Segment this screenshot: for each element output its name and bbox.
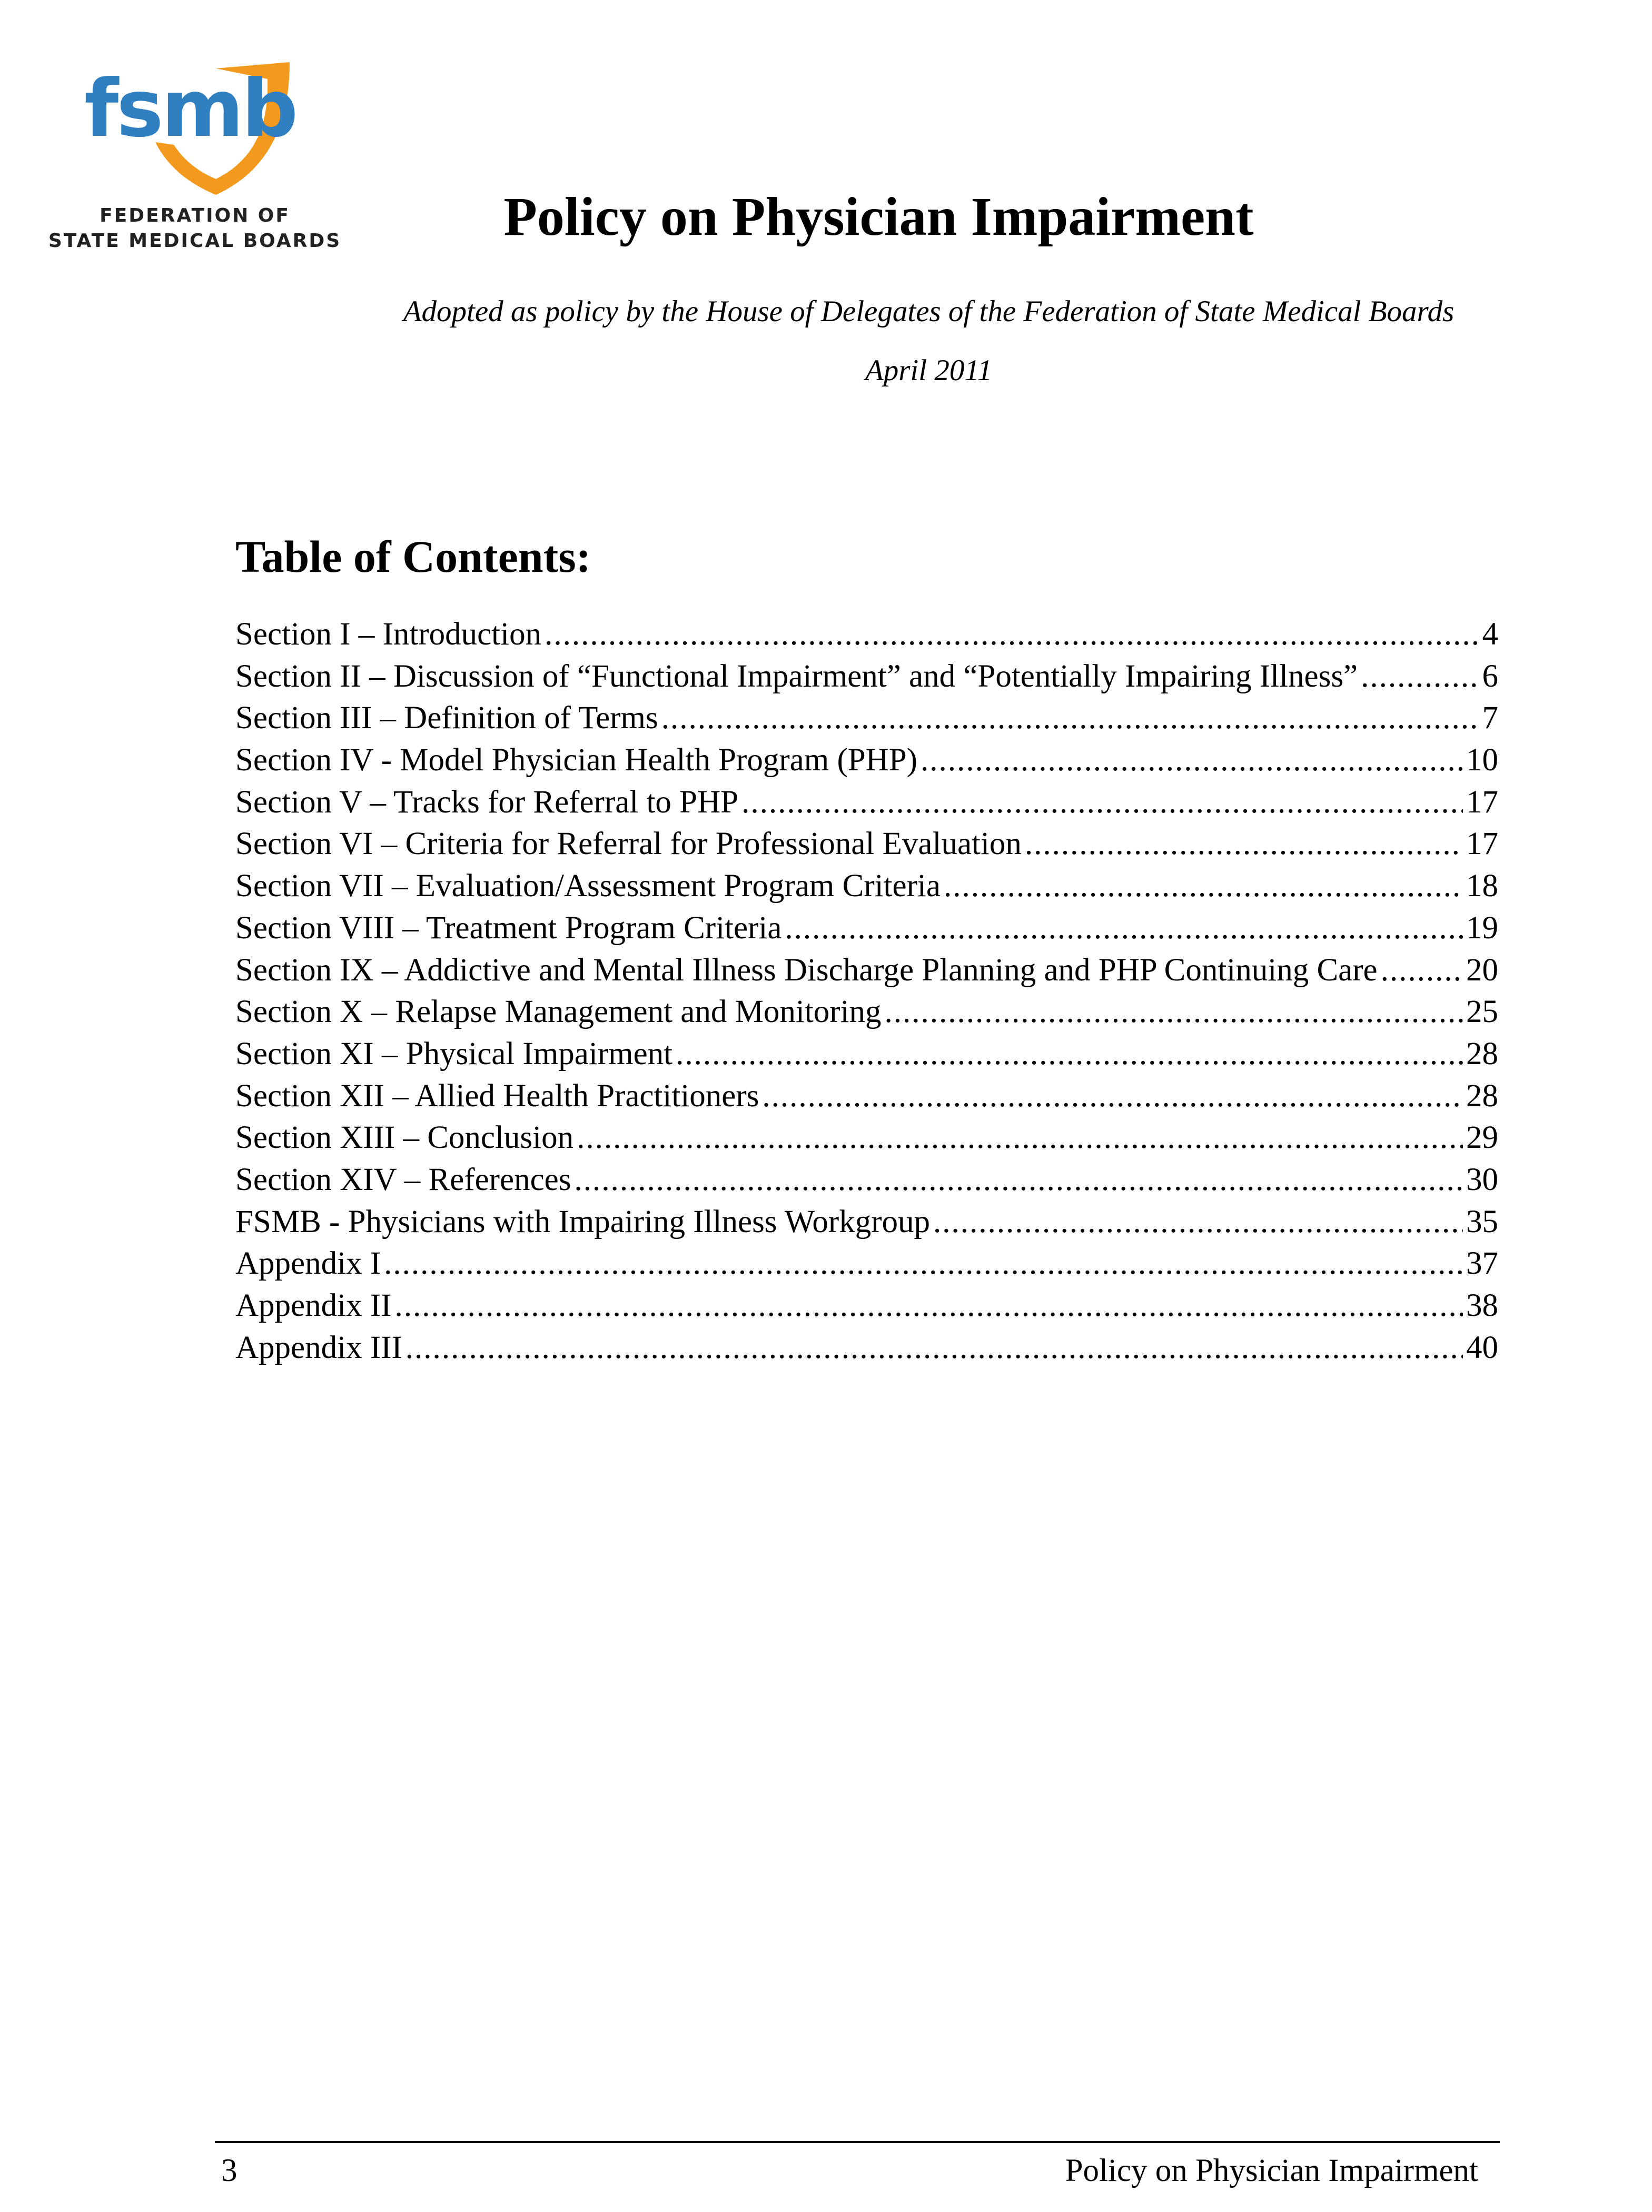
toc-entry[interactable] (235, 1285, 1498, 1327)
logo-caption-line2: STATE MEDICAL BOARDS (48, 230, 342, 252)
toc-entry[interactable] (235, 1075, 1498, 1117)
toc-entry[interactable] (235, 907, 1498, 949)
toc-entry-title: Section VI – Criteria for Referral for Professional Evaluation (235, 826, 1022, 862)
toc-leader (944, 865, 1463, 907)
toc-leader (1025, 823, 1463, 865)
toc-leader (545, 613, 1479, 656)
toc-leader (921, 739, 1463, 781)
toc-entry-page: 37 (1466, 1246, 1498, 1282)
toc-entry-page: 19 (1466, 910, 1498, 946)
toc-heading: Table of Contents: (235, 531, 591, 582)
toc-entry-title: Section XII – Allied Health Practitioners (235, 1078, 759, 1114)
toc-entry[interactable] (235, 781, 1498, 824)
toc-leader (405, 1327, 1463, 1369)
toc-entry-title: Section V – Tracks for Referral to PHP (235, 784, 739, 820)
toc-leader (577, 1117, 1463, 1159)
toc-entry[interactable] (235, 1033, 1498, 1075)
toc-entry-page: 17 (1466, 784, 1498, 820)
toc-entry-title: Section XIII – Conclusion (235, 1120, 574, 1156)
toc-leader (1361, 656, 1479, 698)
toc-entry-title: Section III – Definition of Terms (235, 700, 658, 736)
toc-entry-page: 35 (1466, 1204, 1498, 1239)
toc-entry-page: 29 (1466, 1120, 1498, 1156)
toc-leader (885, 991, 1463, 1033)
table-of-contents (235, 613, 1498, 1368)
toc-leader (785, 907, 1463, 949)
toc-entry[interactable] (235, 991, 1498, 1033)
toc-entry-page: 4 (1482, 617, 1498, 652)
toc-entry-title: Section XI – Physical Impairment (235, 1036, 673, 1072)
toc-entry[interactable] (235, 613, 1498, 656)
logo-caption-line1: FEDERATION OF (100, 205, 290, 226)
toc-entry-title: Section I – Introduction (235, 617, 542, 652)
toc-entry[interactable] (235, 865, 1498, 907)
toc-entry-page: 10 (1466, 742, 1498, 778)
toc-entry-title: Appendix II (235, 1288, 392, 1323)
toc-leader (741, 781, 1463, 824)
toc-entry[interactable] (235, 1117, 1498, 1159)
toc-entry[interactable] (235, 949, 1498, 991)
toc-leader (762, 1075, 1463, 1117)
toc-leader (1381, 949, 1463, 991)
toc-entry-page: 25 (1466, 994, 1498, 1030)
toc-entry-page: 30 (1466, 1162, 1498, 1197)
toc-entry-page: 18 (1466, 868, 1498, 904)
toc-entry-page: 7 (1482, 700, 1498, 736)
toc-entry[interactable] (235, 1201, 1498, 1243)
adoption-date: April 2011 (865, 354, 993, 387)
toc-entry-title: Section II – Discussion of “Functional Impairment” and “Potentially Impairing Illness” (235, 658, 1358, 694)
toc-entry-page: 40 (1466, 1330, 1498, 1365)
toc-entry[interactable] (235, 656, 1498, 698)
toc-leader (394, 1285, 1463, 1327)
toc-entry-title: FSMB - Physicians with Impairing Illness Workgroup (235, 1204, 931, 1239)
toc-leader (676, 1033, 1463, 1075)
toc-leader (574, 1159, 1463, 1201)
toc-entry-title: Section VII – Evaluation/Assessment Program Criteria (235, 868, 941, 904)
toc-leader (933, 1201, 1463, 1243)
toc-entry[interactable] (235, 1243, 1498, 1285)
toc-entry[interactable] (235, 823, 1498, 865)
toc-entry-title: Section IX – Addictive and Mental Illness Discharge Planning and PHP Continuing Care (235, 952, 1378, 988)
toc-entry-title: Section VIII – Treatment Program Criteria (235, 910, 782, 946)
toc-leader (384, 1243, 1463, 1285)
toc-entry-page: 38 (1466, 1288, 1498, 1323)
toc-entry[interactable] (235, 1327, 1498, 1369)
toc-entry[interactable] (235, 739, 1498, 781)
footer-page-number: 3 (221, 2153, 238, 2188)
adoption-note: Adopted as policy by the House of Delegates of the Federation of State Medical Boards (403, 295, 1455, 328)
logo-wordmark: fsmb (84, 63, 296, 155)
toc-entry-title: Section IV - Model Physician Health Program (PHP) (235, 742, 917, 778)
toc-entry[interactable] (235, 697, 1498, 739)
toc-entry-page: 6 (1482, 658, 1498, 694)
toc-entry[interactable] (235, 1159, 1498, 1201)
toc-entry-title: Appendix I (235, 1246, 381, 1282)
toc-entry-page: 17 (1466, 826, 1498, 862)
footer-title: Policy on Physician Impairment (1065, 2153, 1478, 2188)
footer-divider (215, 2141, 1500, 2143)
toc-entry-page: 28 (1466, 1078, 1498, 1114)
toc-entry-title: Section XIV – References (235, 1162, 571, 1197)
toc-entry-title: Section X – Relapse Management and Monitoring (235, 994, 882, 1030)
page-title: Policy on Physician Impairment (503, 186, 1254, 247)
toc-entry-page: 20 (1466, 952, 1498, 988)
toc-leader (661, 697, 1479, 739)
toc-entry-page: 28 (1466, 1036, 1498, 1072)
toc-entry-title: Appendix III (235, 1330, 402, 1365)
